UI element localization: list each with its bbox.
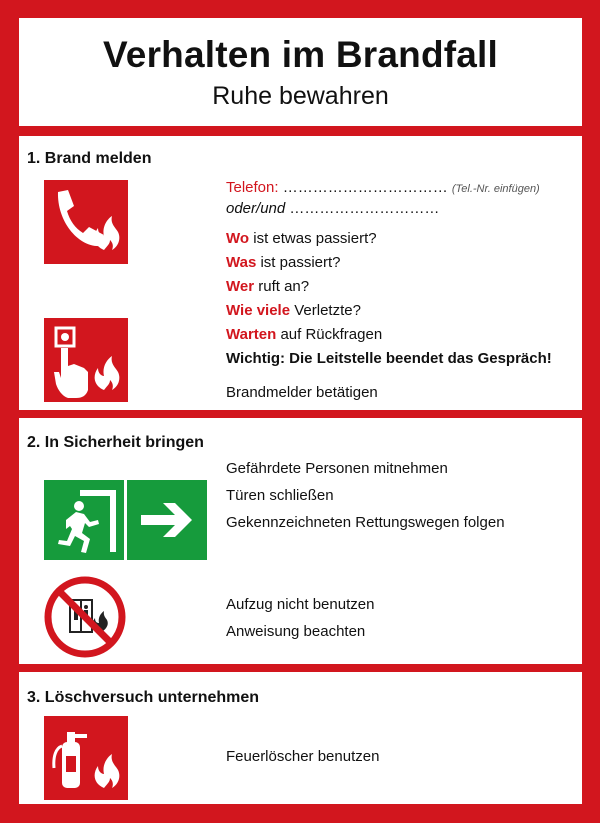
fire-extinguisher-icon [44,716,128,800]
fire-telephone-icon [44,180,128,264]
arrow-right-icon [127,480,207,560]
instruction-line: Gekennzeichneten Rettungswegen folgen [226,514,505,531]
question-key: Was [226,254,257,271]
important-note: Wichtig: Die Leitstelle beendet das Gespräch! [226,350,552,367]
question-line [226,254,341,271]
emergency-exit-icon [44,480,124,560]
section-extinguish [19,672,582,804]
question-key: Wo [226,230,250,247]
instruction-line: Aufzug nicht benutzen [226,596,375,613]
question-line [226,278,309,295]
section-3-heading: 3. Löschversuch unternehmen [27,689,260,706]
no-elevator-in-fire-icon [44,576,126,658]
question-line [226,326,382,343]
question-key: Wer [226,278,255,295]
page-title: Verhalten im Brandfall [102,34,499,75]
instruction-line: Gefährdete Personen mitnehmen [226,460,448,477]
telefon-line [226,179,540,196]
oder-line [226,200,439,217]
title-panel [19,18,582,126]
section-1-heading: 1. Brand melden [27,150,152,167]
oder-dots: ………………………… [289,200,440,217]
section-safety [19,418,582,664]
section-2-heading: 2. In Sicherheit bringen [27,434,204,451]
section-report-fire [19,136,582,410]
question-rest: ruft an? [254,278,310,295]
question-rest: ist etwas passiert? [249,230,377,247]
telefon-label: Telefon: [226,179,279,196]
telefon-dots: …………………………… [282,179,448,196]
question-key: Wie viele [226,302,291,319]
question-line [226,230,377,247]
page-subtitle: Ruhe bewahren [212,82,389,110]
fire-alarm-button-icon [44,318,128,402]
question-rest: Verletzte? [290,302,361,319]
oder-label: oder/und [226,200,286,217]
instruction-line: Feuerlöscher benutzen [226,748,380,765]
instruction-line: Anweisung beachten [226,623,366,640]
question-line [226,302,361,319]
question-rest: auf Rückfragen [276,326,383,343]
question-rest: ist passiert? [256,254,341,271]
telefon-hint: (Tel.-Nr. einfügen) [451,183,540,195]
question-key: Warten [226,326,277,343]
alarm-text: Brandmelder betätigen [226,384,378,401]
instruction-line: Türen schließen [226,487,334,504]
